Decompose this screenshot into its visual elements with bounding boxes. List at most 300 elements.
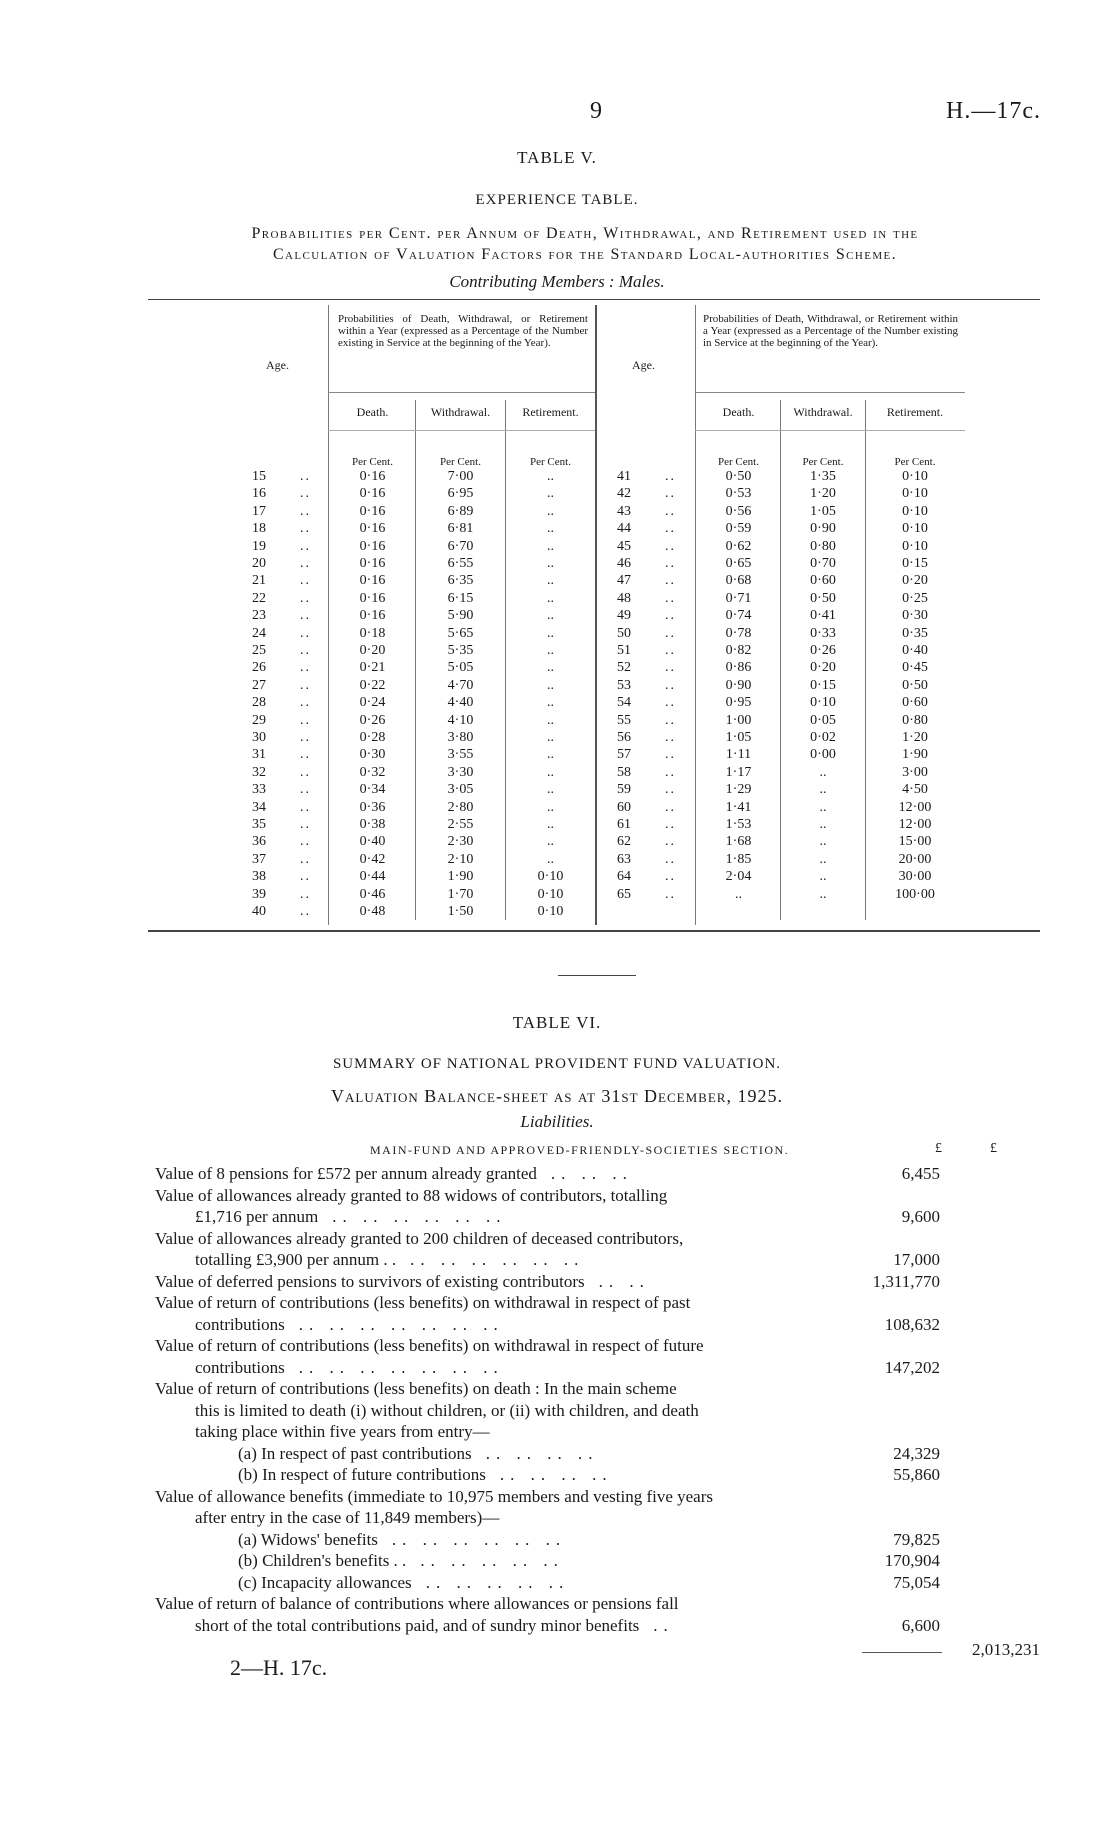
age-cell-left: 20 [252, 556, 266, 571]
retirement-cell-left: 0·10 [537, 904, 564, 919]
withdrawal-cell-left: 2·55 [447, 817, 474, 832]
age-cell-right: 42 [617, 486, 631, 502]
table5-col-retirement-right: Retirement. [886, 405, 944, 419]
table6-section-heading: MAIN-FUND AND APPROVED-FRIENDLY-SOCIETIES SECTION. [370, 1143, 790, 1157]
table5-title: TABLE V. [517, 148, 597, 167]
leader-dots: .. .. .. .. .. .. [332, 1207, 507, 1226]
liability-line [155, 1271, 650, 1292]
retirement-cell-right: 30·00 [898, 869, 932, 885]
leader-dots: .. [653, 1615, 674, 1635]
retirement-cell-right: 0·10 [902, 521, 928, 537]
withdrawal-cell-left: 5·35 [447, 643, 474, 658]
liability-line [195, 1357, 504, 1378]
death-cell-left: 0·16 [359, 590, 386, 606]
dots-cell-right: .. [665, 886, 676, 902]
age-cell-right: 63 [617, 851, 631, 867]
age-cell-left: 27 [252, 677, 266, 693]
dots-cell-right: .. [665, 625, 676, 641]
retirement-cell-left: .. [547, 677, 554, 693]
table5-unit-withdrawal-left: Per Cent. [440, 456, 481, 468]
liability-line [238, 1529, 566, 1550]
age-cell-left: 15 [252, 469, 266, 484]
withdrawal-cell-left: 5·65 [447, 625, 474, 641]
dots-cell-right: .. [665, 538, 676, 554]
separator-rule [558, 975, 636, 976]
death-cell-right: 1·53 [725, 817, 752, 832]
dots-cell-right: .. [665, 503, 676, 519]
death-cell-right: 0·71 [725, 590, 752, 606]
age-cell-right: 61 [617, 817, 631, 832]
liability-text: Value of deferred pensions to survivors of existing contributors [155, 1271, 585, 1291]
death-cell-right: 1·17 [725, 764, 752, 780]
dots-cell-left: .. [300, 521, 311, 537]
table5-unit-retirement-right: Per Cent. [894, 456, 936, 468]
age-cell-left: 40 [252, 904, 266, 919]
leader-dots: .. .. .. .. .. [420, 1551, 564, 1570]
liability-text: Value of allowances already granted to 200 children of deceased contributors, [155, 1228, 684, 1248]
liability-line [238, 1572, 569, 1593]
table5-col-retirement-left: Retirement. [522, 405, 579, 419]
dots-cell-right: .. [665, 643, 676, 658]
dots-cell-right: .. [665, 608, 676, 624]
death-cell-right: 1·85 [725, 851, 752, 867]
footer-reference: 2—H. 17c. [230, 1655, 328, 1680]
withdrawal-cell-right: 0·02 [810, 730, 836, 745]
liability-line [195, 1314, 504, 1335]
table5-vline-left-end [595, 305, 597, 925]
withdrawal-cell-left: 2·10 [447, 851, 474, 867]
age-cell-right: 54 [617, 695, 631, 711]
age-cell-left: 19 [252, 538, 266, 554]
table5-age-header-right: Age. [632, 358, 655, 372]
death-cell-right: 0·95 [725, 695, 752, 711]
death-cell-left: 0·38 [359, 817, 386, 832]
retirement-cell-left: .. [547, 608, 554, 624]
death-cell-left: 0·48 [359, 904, 386, 919]
retirement-cell-left: 0·10 [537, 886, 564, 902]
liability-text: Value of return of contributions (less benefits) on withdrawal in respect of future [155, 1336, 704, 1355]
death-cell-right: 0·90 [725, 677, 752, 693]
withdrawal-cell-left: 2·30 [447, 834, 474, 850]
dots-cell-left: .. [300, 851, 311, 867]
retirement-cell-right: 20·00 [898, 851, 932, 867]
liability-text: Value of return of contributions (less benefits) on withdrawal in respect of past [155, 1293, 691, 1312]
dots-cell-left: .. [300, 469, 311, 484]
leader-dots: .. .. .. .. .. .. .. [298, 1357, 504, 1377]
age-cell-right: 44 [617, 521, 631, 537]
table5-vline-right-age [695, 305, 696, 925]
dots-cell-right: .. [665, 782, 676, 798]
retirement-cell-left: .. [547, 660, 554, 676]
death-cell-left: 0·44 [359, 869, 386, 885]
retirement-cell-right: 0·25 [902, 590, 928, 606]
withdrawal-cell-left: 3·80 [447, 730, 474, 745]
dots-cell-left: .. [300, 573, 311, 589]
dots-cell-right: .. [665, 712, 676, 728]
death-cell-left: 0·16 [359, 503, 386, 519]
liability-line [238, 1443, 598, 1464]
death-cell-right: 1·68 [725, 834, 752, 850]
death-cell-left: 0·26 [359, 712, 386, 728]
table5-header-rule-left [328, 392, 595, 393]
death-cell-right: 0·86 [725, 660, 752, 676]
liability-text: (b) Children's benefits . . [238, 1551, 407, 1570]
withdrawal-cell-left: 6·89 [447, 503, 474, 519]
death-cell-right: 0·50 [725, 469, 752, 484]
withdrawal-cell-right: .. [819, 834, 827, 850]
withdrawal-cell-right: 0·15 [810, 677, 836, 693]
liability-text: Value of return of balance of contributions where allowances or pensions fall [155, 1594, 679, 1613]
dots-cell-left: .. [300, 747, 311, 763]
withdrawal-cell-left: 6·55 [447, 556, 474, 571]
dots-cell-right: .. [665, 730, 676, 745]
age-cell-left: 34 [252, 799, 266, 815]
leader-dots: .. .. .. .. [499, 1465, 613, 1484]
retirement-cell-right: 0·10 [902, 538, 928, 554]
liability-line [238, 1550, 564, 1571]
retirement-cell-left: .. [547, 469, 554, 484]
age-cell-right: 60 [617, 799, 631, 815]
withdrawal-cell-right: .. [819, 782, 827, 798]
leader-dots: .. .. .. .. .. .. [410, 1250, 585, 1269]
withdrawal-cell-right: 0·10 [810, 695, 836, 711]
dots-cell-left: .. [300, 782, 311, 798]
age-cell-right: 58 [617, 764, 631, 780]
death-cell-left: 0·16 [359, 608, 386, 624]
dots-cell-left: .. [300, 695, 311, 711]
withdrawal-cell-left: 3·55 [447, 747, 474, 763]
liability-text: contributions [195, 1357, 285, 1377]
age-cell-right: 57 [617, 747, 631, 763]
death-cell-left: 0·40 [359, 834, 386, 850]
table6-currency-column-2: £ [990, 1141, 997, 1156]
withdrawal-cell-left: 2·80 [447, 799, 474, 815]
age-cell-left: 29 [252, 712, 266, 728]
table5-description-line1: Probabilities per Cent. per Annum of Death, Withdrawal, and Retirement used in the [251, 225, 919, 242]
table5-vline-left-age [328, 305, 329, 925]
retirement-cell-left: .. [547, 625, 554, 641]
age-cell-left: 16 [252, 486, 266, 502]
death-cell-left: 0·28 [359, 730, 386, 745]
retirement-cell-right: 100·00 [895, 886, 935, 902]
dots-cell-left: .. [300, 608, 311, 624]
death-cell-left: 0·42 [359, 851, 386, 867]
age-cell-right: 45 [617, 538, 631, 554]
retirement-cell-left: .. [547, 730, 554, 745]
withdrawal-cell-left: 6·15 [447, 590, 474, 606]
withdrawal-cell-left: 4·40 [447, 695, 474, 711]
death-cell-right: 0·59 [725, 521, 752, 537]
liability-text: taking place within five years from entry— [195, 1422, 490, 1441]
age-cell-right: 41 [617, 469, 631, 484]
age-cell-left: 37 [252, 851, 266, 867]
retirement-cell-right: 0·40 [902, 643, 928, 658]
table6-balance-sheet-heading: Valuation Balance-sheet as at 31st December, 1925. [331, 1086, 783, 1106]
death-cell-left: 0·24 [359, 695, 386, 711]
death-cell-right: 0·65 [725, 556, 752, 571]
age-cell-left: 30 [252, 730, 266, 745]
liability-amount: 55,860 [893, 1465, 940, 1484]
withdrawal-cell-right: 0·90 [810, 521, 836, 537]
dots-cell-right: .. [665, 869, 676, 885]
table5-unit-retirement-left: Per Cent. [530, 456, 571, 468]
table5-header-bottom-right [695, 430, 965, 431]
table6-subtitle: SUMMARY OF NATIONAL PROVIDENT FUND VALUATION. [332, 1056, 782, 1072]
age-cell-left: 17 [252, 503, 266, 519]
table5-col-death-left: Death. [356, 405, 389, 419]
retirement-cell-left: .. [547, 486, 554, 502]
retirement-cell-right: 1·20 [902, 730, 928, 745]
age-cell-right: 49 [617, 608, 631, 624]
death-cell-left: 0·16 [359, 486, 386, 502]
retirement-cell-left: .. [547, 538, 554, 554]
table5-subtitle: EXPERIENCE TABLE. [475, 192, 639, 208]
withdrawal-cell-right: .. [819, 851, 827, 867]
withdrawal-cell-left: 4·10 [447, 712, 474, 728]
age-cell-left: 22 [252, 590, 266, 606]
liability-text: after entry in the case of 11,849 members)— [195, 1508, 500, 1527]
document-reference: H.—17c. [946, 98, 1041, 124]
page-number: 9 [590, 98, 602, 124]
dots-cell-left: .. [300, 590, 311, 606]
age-cell-left: 24 [252, 625, 266, 641]
death-cell-right: .. [735, 886, 742, 902]
table5-unit-withdrawal-right: Per Cent. [802, 456, 844, 468]
age-cell-right: 47 [617, 573, 631, 589]
withdrawal-cell-left: 5·90 [447, 608, 474, 624]
retirement-cell-left: .. [547, 799, 554, 815]
death-cell-right: 1·05 [725, 730, 752, 745]
table5-col-death-right: Death. [722, 405, 755, 419]
age-cell-left: 35 [252, 817, 266, 832]
age-cell-right: 55 [617, 712, 631, 728]
retirement-cell-right: 1·90 [902, 747, 928, 763]
retirement-cell-left: .. [547, 590, 554, 606]
withdrawal-cell-left: 6·81 [447, 521, 474, 537]
retirement-cell-right: 0·35 [902, 625, 928, 641]
liability-line [195, 1507, 499, 1528]
dots-cell-right: .. [665, 573, 676, 589]
liability-text: (c) Incapacity allowances [238, 1572, 412, 1592]
retirement-cell-left: .. [547, 851, 554, 867]
dots-cell-left: .. [300, 660, 311, 676]
table5-unit-death-right: Per Cent. [718, 456, 759, 468]
age-cell-left: 21 [252, 573, 266, 589]
withdrawal-cell-right: 0·41 [810, 608, 836, 624]
liability-amount: 108,632 [884, 1314, 940, 1334]
liability-text: (a) In respect of past contributions [238, 1443, 472, 1463]
dots-cell-left: .. [300, 730, 311, 745]
retirement-cell-right: 0·15 [902, 556, 928, 571]
dots-cell-left: .. [300, 677, 311, 693]
dots-cell-right: .. [665, 799, 676, 815]
retirement-cell-right: 0·20 [902, 573, 928, 589]
table5-header-bottom-left [328, 430, 595, 431]
retirement-cell-left: .. [547, 521, 554, 537]
withdrawal-cell-right: 0·20 [810, 660, 836, 676]
retirement-cell-left: .. [547, 695, 554, 711]
liability-line [238, 1464, 613, 1485]
dots-cell-right: .. [665, 660, 676, 676]
retirement-cell-right: 15·00 [898, 834, 932, 850]
death-cell-right: 1·00 [725, 712, 752, 728]
withdrawal-cell-left: 6·95 [447, 486, 474, 502]
withdrawal-cell-right: .. [819, 764, 827, 780]
death-cell-right: 0·82 [725, 643, 752, 658]
age-cell-right: 51 [617, 643, 631, 658]
dots-cell-right: .. [665, 556, 676, 571]
liability-text: Value of 8 pensions for £572 per annum already granted [155, 1164, 537, 1183]
dots-cell-left: .. [300, 886, 311, 902]
death-cell-left: 0·18 [359, 625, 386, 641]
withdrawal-cell-right: 0·60 [810, 573, 836, 589]
table5-unit-death-left: Per Cent. [352, 456, 393, 468]
liability-amount: 170,904 [884, 1551, 940, 1570]
liability-line [155, 1228, 683, 1249]
table6-total-rule [862, 1652, 942, 1653]
dots-cell-right: .. [665, 834, 676, 850]
liability-text: Value of return of contributions (less benefits) on death : In the main scheme [155, 1379, 677, 1398]
table5-prob-header-left: Probabilities of Death, Withdrawal, or Retirement within a Year (expressed as a Percentage of the Number existing in Service at the beginning of the Year). [338, 313, 588, 349]
retirement-cell-left: .. [547, 712, 554, 728]
age-cell-left: 39 [252, 886, 266, 902]
liability-text: (a) Widows' benefits [238, 1529, 378, 1549]
table5-header-rule-right [695, 392, 965, 393]
death-cell-left: 0·32 [359, 764, 386, 780]
leader-dots: .. .. .. .. .. .. [391, 1529, 567, 1549]
liability-line [195, 1249, 584, 1270]
liability-line [155, 1335, 704, 1356]
leader-dots: .. .. [598, 1271, 650, 1291]
table5-group-label: Contributing Members : Males. [449, 272, 665, 291]
retirement-cell-right: 0·10 [902, 503, 928, 519]
withdrawal-cell-right: 1·05 [810, 503, 836, 519]
death-cell-right: 0·78 [725, 625, 752, 641]
leader-dots: .. .. .. .. .. [425, 1572, 570, 1592]
leader-dots: .. .. .. .. [485, 1443, 599, 1463]
liability-amount: 17,000 [893, 1250, 940, 1269]
dots-cell-left: .. [300, 556, 311, 571]
table5-description [140, 223, 1030, 265]
death-cell-left: 0·16 [359, 521, 386, 537]
age-cell-right: 62 [617, 834, 631, 850]
retirement-cell-right: 0·45 [902, 660, 928, 676]
withdrawal-cell-right: 0·50 [810, 590, 836, 606]
retirement-cell-right: 0·10 [902, 469, 928, 484]
dots-cell-right: .. [665, 747, 676, 763]
liability-text: £1,716 per annum [195, 1207, 319, 1226]
withdrawal-cell-right: .. [819, 886, 827, 902]
retirement-cell-right: 4·50 [902, 782, 928, 798]
liability-text: Value of allowances already granted to 88 widows of contributors, totalling [155, 1185, 668, 1205]
retirement-cell-left: .. [547, 556, 554, 571]
liability-amount: 75,054 [893, 1572, 940, 1592]
age-cell-left: 38 [252, 869, 266, 885]
dots-cell-right: .. [665, 677, 676, 693]
table6-total: 2,013,231 [972, 1640, 1040, 1659]
liability-line [155, 1163, 633, 1184]
death-cell-left: 0·16 [359, 469, 386, 484]
age-cell-left: 33 [252, 782, 266, 798]
retirement-cell-right: 0·30 [902, 608, 928, 624]
death-cell-right: 0·53 [725, 486, 752, 502]
dots-cell-right: .. [665, 695, 676, 711]
age-cell-left: 36 [252, 834, 266, 850]
death-cell-left: 0·16 [359, 573, 386, 589]
withdrawal-cell-left: 7·00 [447, 469, 474, 484]
age-cell-right: 52 [617, 660, 631, 676]
table5-description-line2: Calculation of Valuation Factors for the Standard Local-authorities Scheme. [272, 246, 898, 263]
age-cell-right: 46 [617, 556, 631, 571]
death-cell-right: 1·29 [725, 782, 752, 798]
retirement-cell-left: .. [547, 573, 554, 589]
dots-cell-left: .. [300, 712, 311, 728]
liability-text: Value of allowance benefits (immediate to 10,975 members and vesting five years [155, 1486, 713, 1506]
withdrawal-cell-right: 0·26 [810, 643, 836, 658]
liability-line [155, 1486, 713, 1507]
liability-text: this is limited to death (i) without children, or (ii) with children, and death [195, 1400, 699, 1420]
withdrawal-cell-right: .. [819, 869, 827, 885]
retirement-cell-left: .. [547, 817, 554, 832]
table5-age-header-left: Age. [266, 358, 289, 372]
retirement-cell-right: 0·80 [902, 712, 928, 728]
withdrawal-cell-left: 5·05 [447, 660, 474, 676]
age-cell-left: 28 [252, 695, 266, 711]
retirement-cell-right: 12·00 [898, 799, 932, 815]
retirement-cell-right: 12·00 [898, 817, 932, 832]
death-cell-right: 1·41 [725, 799, 752, 815]
retirement-cell-right: 0·60 [902, 695, 928, 711]
death-cell-right: 0·56 [725, 503, 752, 519]
withdrawal-cell-left: 3·30 [447, 764, 474, 780]
age-cell-left: 31 [252, 747, 266, 763]
liability-line [155, 1185, 667, 1206]
withdrawal-cell-right: 1·20 [810, 486, 836, 502]
age-cell-left: 23 [252, 608, 266, 624]
age-cell-right: 59 [617, 782, 631, 798]
leader-dots: .. .. .. [550, 1164, 633, 1183]
death-cell-right: 0·68 [725, 573, 752, 589]
liability-amount: 6,455 [901, 1164, 940, 1183]
table6-currency-column-1: £ [935, 1141, 942, 1156]
age-cell-right: 56 [617, 730, 631, 745]
death-cell-left: 0·21 [359, 660, 386, 676]
dots-cell-left: .. [300, 834, 311, 850]
table5-top-rule [148, 299, 1040, 300]
liability-text: (b) In respect of future contributions [238, 1465, 486, 1484]
liability-line [155, 1593, 679, 1614]
liability-amount: 79,825 [893, 1529, 940, 1549]
withdrawal-cell-right: 1·35 [810, 469, 836, 484]
withdrawal-cell-left: 1·90 [447, 869, 474, 885]
dots-cell-right: .. [665, 851, 676, 867]
dots-cell-left: .. [300, 486, 311, 502]
withdrawal-cell-left: 1·70 [447, 886, 474, 902]
dots-cell-left: .. [300, 503, 311, 519]
retirement-cell-left: .. [547, 834, 554, 850]
table6-liabilities-heading: Liabilities. [520, 1112, 594, 1131]
retirement-cell-left: 0·10 [537, 869, 564, 885]
dots-cell-right: .. [665, 590, 676, 606]
dots-cell-left: .. [300, 817, 311, 832]
table6-title: TABLE VI. [512, 1013, 602, 1032]
withdrawal-cell-left: 1·50 [447, 904, 474, 919]
retirement-cell-left: .. [547, 643, 554, 658]
dots-cell-left: .. [300, 764, 311, 780]
withdrawal-cell-right: 0·80 [810, 538, 836, 554]
death-cell-left: 0·34 [359, 782, 386, 798]
withdrawal-cell-right: .. [819, 799, 827, 815]
